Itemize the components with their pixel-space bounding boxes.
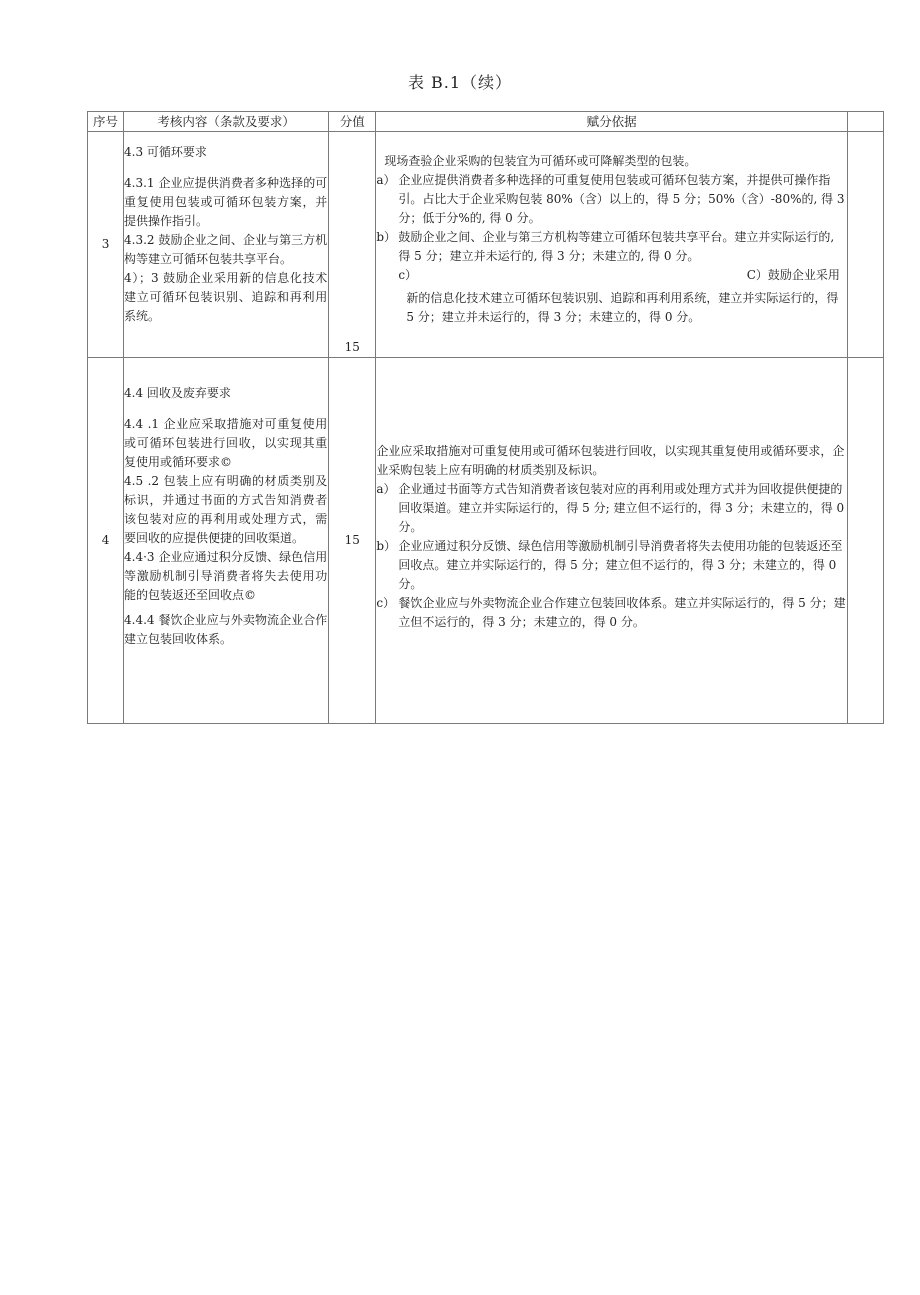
item-text: 企业通过书面等方式告知消费者该包装对应的再利用或处理方式并为回收提供便捷的回收渠道。建立并实际运行的，得 5 分; 建立但不运行的，得 3 分；未建立的，得 0 分。	[398, 482, 845, 534]
content-clause: 4.3.2 鼓励企业之间、企业与第三方机构等建立可循环包装共享平台。	[124, 233, 328, 266]
header-no: 序号	[88, 112, 124, 132]
content-heading: 4.4 回收及废弃要求	[124, 386, 231, 400]
content-clause: 4.4.4 餐饮企业应与外卖物流企业合作建立包装回收体系。	[124, 613, 328, 646]
row-number: 3	[88, 132, 124, 358]
content-cell	[124, 358, 329, 724]
extra-cell	[847, 358, 883, 724]
basis-item	[376, 537, 846, 594]
content-clause: 4.3.1 企业应提供消费者多种选择的可重复使用包装或可循环包装方案，并提供操作指引。	[124, 176, 328, 228]
item-tag: a）	[376, 173, 396, 187]
item-text: 餐饮企业应与外卖物流企业合作建立包装回收体系。建立并实际运行的，得 5 分；建立但不运行的，得 3 分；未建立的，得 0 分。	[398, 596, 846, 629]
item-tag: a）	[376, 482, 396, 496]
assessment-table	[87, 111, 884, 724]
item-text: 企业应通过积分反馈、绿色信用等激励机制引导消费者将失去使用功能的包装返还至回收点。建立并实际运行的，得 5 分；建立但不运行的，得 3 分；未建立的，得 0 分。	[398, 539, 843, 591]
content-heading: 4.3 可循环要求	[124, 145, 207, 159]
content-clause: 4）；3 鼓励企业采用新的信息化技术建立可循环包装识别、追踪和再利用系统。	[124, 271, 328, 323]
item-text: 鼓励企业之间、企业与第三方机构等建立可循环包装共享平台。建立并实际运行的, 得 5 分；建立并未运行的, 得 3 分；未建立的, 得 0 分。	[398, 230, 835, 263]
table-header-row	[88, 112, 884, 132]
header-content: 考核内容（条款及要求）	[124, 112, 329, 132]
basis-lead: 企业应采取措施对可重复使用或可循环包装进行回收，以实现其重复使用或循环要求，企业采购包装上应有明确的材质类别及标识。	[376, 444, 845, 477]
basis-cell	[376, 132, 848, 358]
header-score: 分值	[329, 112, 376, 132]
item-tag: c）	[376, 596, 396, 610]
table-row	[88, 358, 884, 724]
item-text: C）鼓励企业采用	[746, 268, 840, 282]
item-text: 企业应提供消费者多种选择的可重复使用包装或可循环包装方案，并提供可操作指引。占比大于企业采购包装 80%（含）以上的，得 5 分；50%（含）-80%的, 得 3 分；低于分%的, 得 0 分。	[398, 173, 845, 225]
score-cell: 15	[329, 132, 376, 358]
header-extra	[847, 112, 883, 132]
basis-item	[376, 480, 846, 537]
header-basis: 赋分依据	[376, 112, 848, 132]
item-tag: b）	[376, 539, 397, 553]
basis-item	[376, 594, 846, 632]
item-tag: c）	[398, 268, 418, 282]
basis-item	[376, 228, 846, 266]
item-tag: b）	[376, 230, 397, 244]
basis-item-c-line	[376, 266, 846, 285]
table-row	[88, 132, 884, 358]
content-cell	[124, 132, 329, 358]
extra-cell	[847, 132, 883, 358]
content-clause: 4.5 .2 包装上应有明确的材质类别及标识，并通过书面的方式告知消费者该包装对应的再利用或处理方式，需要回收的应提供便捷的回收渠道。	[124, 474, 328, 545]
item-text: 新的信息化技术建立可循环包装识别、追踪和再利用系统，建立并实际运行的，得 5 分；建立并未运行的，得 3 分；未建立的，得 0 分。	[406, 291, 839, 324]
score-cell: 15	[329, 358, 376, 724]
basis-cell	[376, 358, 848, 724]
content-clause: 4.4·3 企业应通过积分反馈、绿色信用等激励机制引导消费者将失去使用功能的包装返还至回收点©	[124, 550, 328, 602]
content-clause: 4.4 .1 企业应采取措施对可重复使用或可循环包装进行回收，以实现其重复使用或循环要求©	[124, 417, 328, 469]
row-number: 4	[88, 358, 124, 724]
basis-lead: 现场查验企业采购的包装宜为可循环或可降解类型的包装。	[384, 154, 697, 168]
table-caption: 表 B.1（续）	[407, 73, 513, 92]
basis-item	[376, 171, 846, 228]
